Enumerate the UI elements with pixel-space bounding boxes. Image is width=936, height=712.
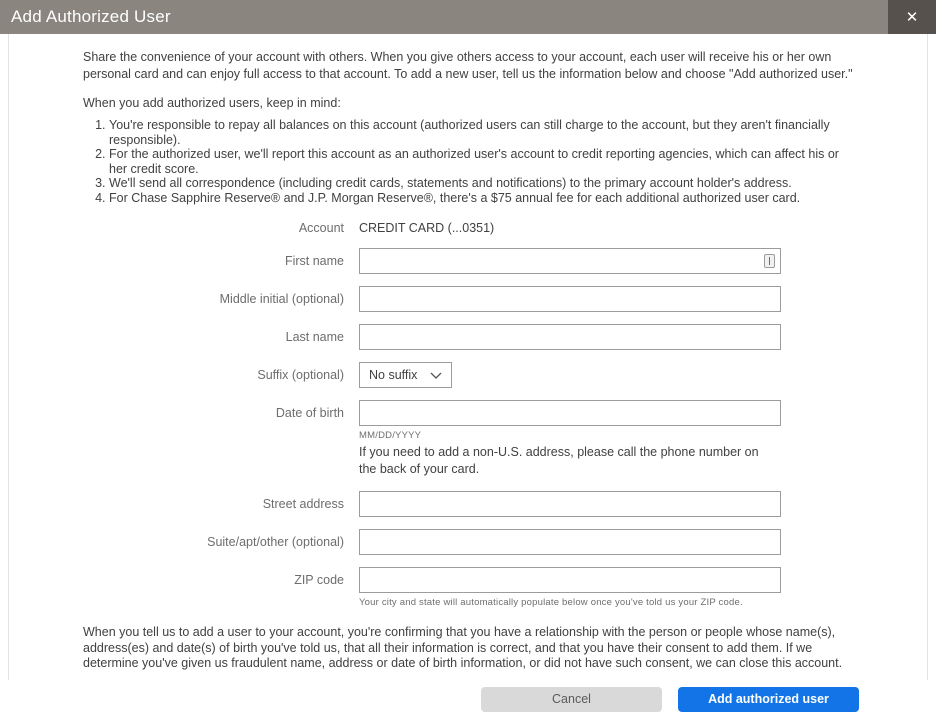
add-authorized-user-button[interactable]: Add authorized user [678, 687, 859, 712]
account-row [83, 215, 859, 241]
chevron-down-icon [430, 372, 442, 379]
list-item: 4. For Chase Sapphire Reserve® and J.P. Morgan Reserve®, there's a $75 annual fee for each additional authorized user card. [109, 191, 859, 206]
zip-code-label: ZIP code [294, 573, 344, 587]
zip-code-input[interactable] [359, 567, 781, 593]
street-address-row [83, 491, 859, 517]
street-address-input[interactable] [359, 491, 781, 517]
keep-in-mind-heading: When you add authorized users, keep in mind: [83, 96, 341, 110]
middle-initial-row [83, 286, 859, 312]
zip-code-hint: Your city and state will automatically populate below once you've told us your ZIP code. [359, 597, 743, 608]
date-format-hint: MM/DD/YYYY [359, 430, 422, 441]
last-name-label: Last name [285, 330, 344, 344]
suffix-label: Suffix (optional) [257, 368, 344, 382]
list-item: 2. For the authorized user, we'll report this account as an authorized user's account to credit reporting agencies, which can affect his or her credit score. [109, 147, 859, 176]
account-value: CREDIT CARD (...0351) [359, 221, 495, 235]
non-us-address-note: If you need to add a non-U.S. address, please call the phone number on the back of your card. [359, 445, 759, 476]
zip-code-row [83, 567, 859, 608]
suite-label: Suite/apt/other (optional) [207, 535, 344, 549]
list-item: 3. We'll send all correspondence (including credit cards, statements and notifications) to the primary account holder's address. [109, 176, 859, 191]
account-label: Account [298, 221, 344, 235]
street-address-label: Street address [262, 497, 344, 511]
suffix-row [83, 362, 859, 388]
suite-input[interactable] [359, 529, 781, 555]
close-icon: ✕ [905, 8, 919, 26]
date-of-birth-row [83, 400, 859, 441]
date-of-birth-input[interactable] [359, 400, 781, 426]
modal-body [8, 34, 928, 706]
suite-row [83, 529, 859, 555]
action-buttons [83, 687, 859, 712]
middle-initial-input[interactable] [359, 286, 781, 312]
last-name-input[interactable] [359, 324, 781, 350]
suffix-select[interactable] [359, 362, 452, 388]
first-name-label: First name [284, 254, 344, 268]
legal-confirmation-text: When you tell us to add a user to your account, you're confirming that you have a relationship with the person or people whose name(s), address(es) and date(s) of birth you've told us, that all their information is correct, and that you have their consent to add them. If we determine you've given us fraudulent name, address or date of birth information, or did not have such consent, we can close this account. [83, 625, 843, 670]
cancel-button[interactable]: Cancel [481, 687, 662, 712]
modal-title: Add Authorized User [11, 7, 171, 26]
middle-initial-label: Middle initial (optional) [219, 292, 344, 306]
modal-header [0, 0, 936, 34]
close-button[interactable] [888, 0, 936, 34]
text-cursor-icon [764, 254, 775, 268]
keep-in-mind-list [83, 118, 859, 205]
first-name-row [83, 248, 859, 274]
date-of-birth-label: Date of birth [275, 406, 344, 420]
intro-text: Share the convenience of your account with others. When you give others access to your account, each user will receive his or her own personal card and can enjoy full access to that account. To add a new user, tell us the information below and choose "Add authorized user." [83, 50, 853, 81]
modal-content [9, 34, 927, 712]
suffix-selected-value: No suffix [369, 368, 418, 382]
last-name-row [83, 324, 859, 350]
first-name-input[interactable] [359, 248, 781, 274]
list-item: 1. You're responsible to repay all balances on this account (authorized users can still charge to the account, but they aren't financially responsible). [109, 118, 859, 147]
